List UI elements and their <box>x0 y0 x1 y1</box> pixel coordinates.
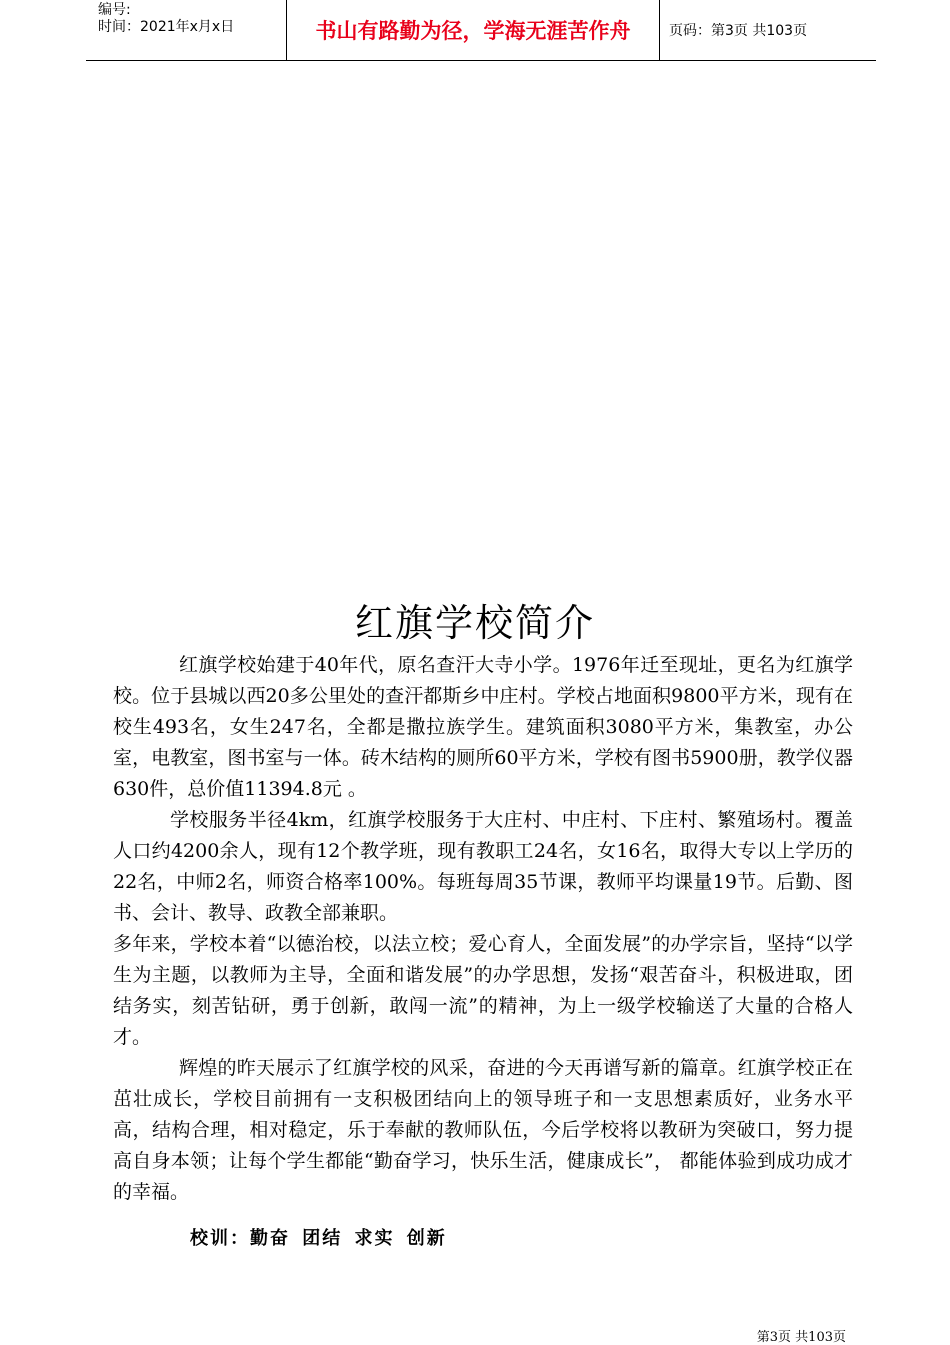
document-number-label: 编号: <box>98 2 131 18</box>
page-footer: 第3页 共103页 <box>756 1330 846 1345</box>
document-title: 红旗学校简介 <box>354 601 595 645</box>
body-paragraph: 红旗学校始建于40年代，原名查汗大寺小学。1976年迁至现址，更名为红旗学校。位于县城以西20多公里处的查汗都斯乡中庄村。学校占地面积9800平方米，现有在校生493名，女生247名，全都是撒拉族学生。建筑面积3080平方米，集教室，办公室，电教室，图书室与一体。砖木结构的厕所60平方米，学校有图书5900册，教学仪器630件，总价值11394.8元 。 <box>113 654 853 800</box>
body-paragraph: 辉煌的昨天展示了红旗学校的风采，奋进的今天再谱写新的篇章。红旗学校正在茁壮成长，学校目前拥有一支积极团结向上的领导班子和一支思想素质好，业务水平高，结构合理，相对稳定，乐于奉献的教师队伍，今后学校将以教研为突破口，努力提高自身本领；让每个学生都能“勤奋学习，快乐生活，健康成长”， 都能体验到成功成才的幸福。 <box>113 1057 853 1203</box>
page-header <box>86 0 876 61</box>
header-page-info: 页码：第3页 共103页 <box>669 23 808 39</box>
document-body <box>113 650 853 1208</box>
school-motto: 校训：勤奋 团结 求实 创新 <box>190 1228 447 1249</box>
header-divider <box>659 0 660 60</box>
header-meta <box>90 0 286 60</box>
document-time-label: 时间：2021年x月x日 <box>98 19 235 35</box>
body-paragraph: 学校服务半径4km，红旗学校服务于大庄村、中庄村、下庄村、繁殖场村。覆盖人口约4200余人，现有12个教学班，现有教职工24名，女16名，取得大专以上学历的22名，中师2名，师资合格率100%。每班每周35节课，教师平均课量19节。后勤、图书、会计、教导、政教全部兼职。 <box>113 809 853 924</box>
body-paragraph: 多年来，学校本着“以德治校，以法立校；爱心育人，全面发展”的办学宗旨，坚持“以学生为主题，以教师为主导，全面和谐发展”的办学思想，发扬“艰苦奋斗，积极进取，团结务实，刻苦钻研，勇于创新，敢闯一流”的精神，为上一级学校输送了大量的合格人才。 <box>113 933 853 1048</box>
header-slogan: 书山有路勤为径，学海无涯苦作舟 <box>315 19 631 43</box>
